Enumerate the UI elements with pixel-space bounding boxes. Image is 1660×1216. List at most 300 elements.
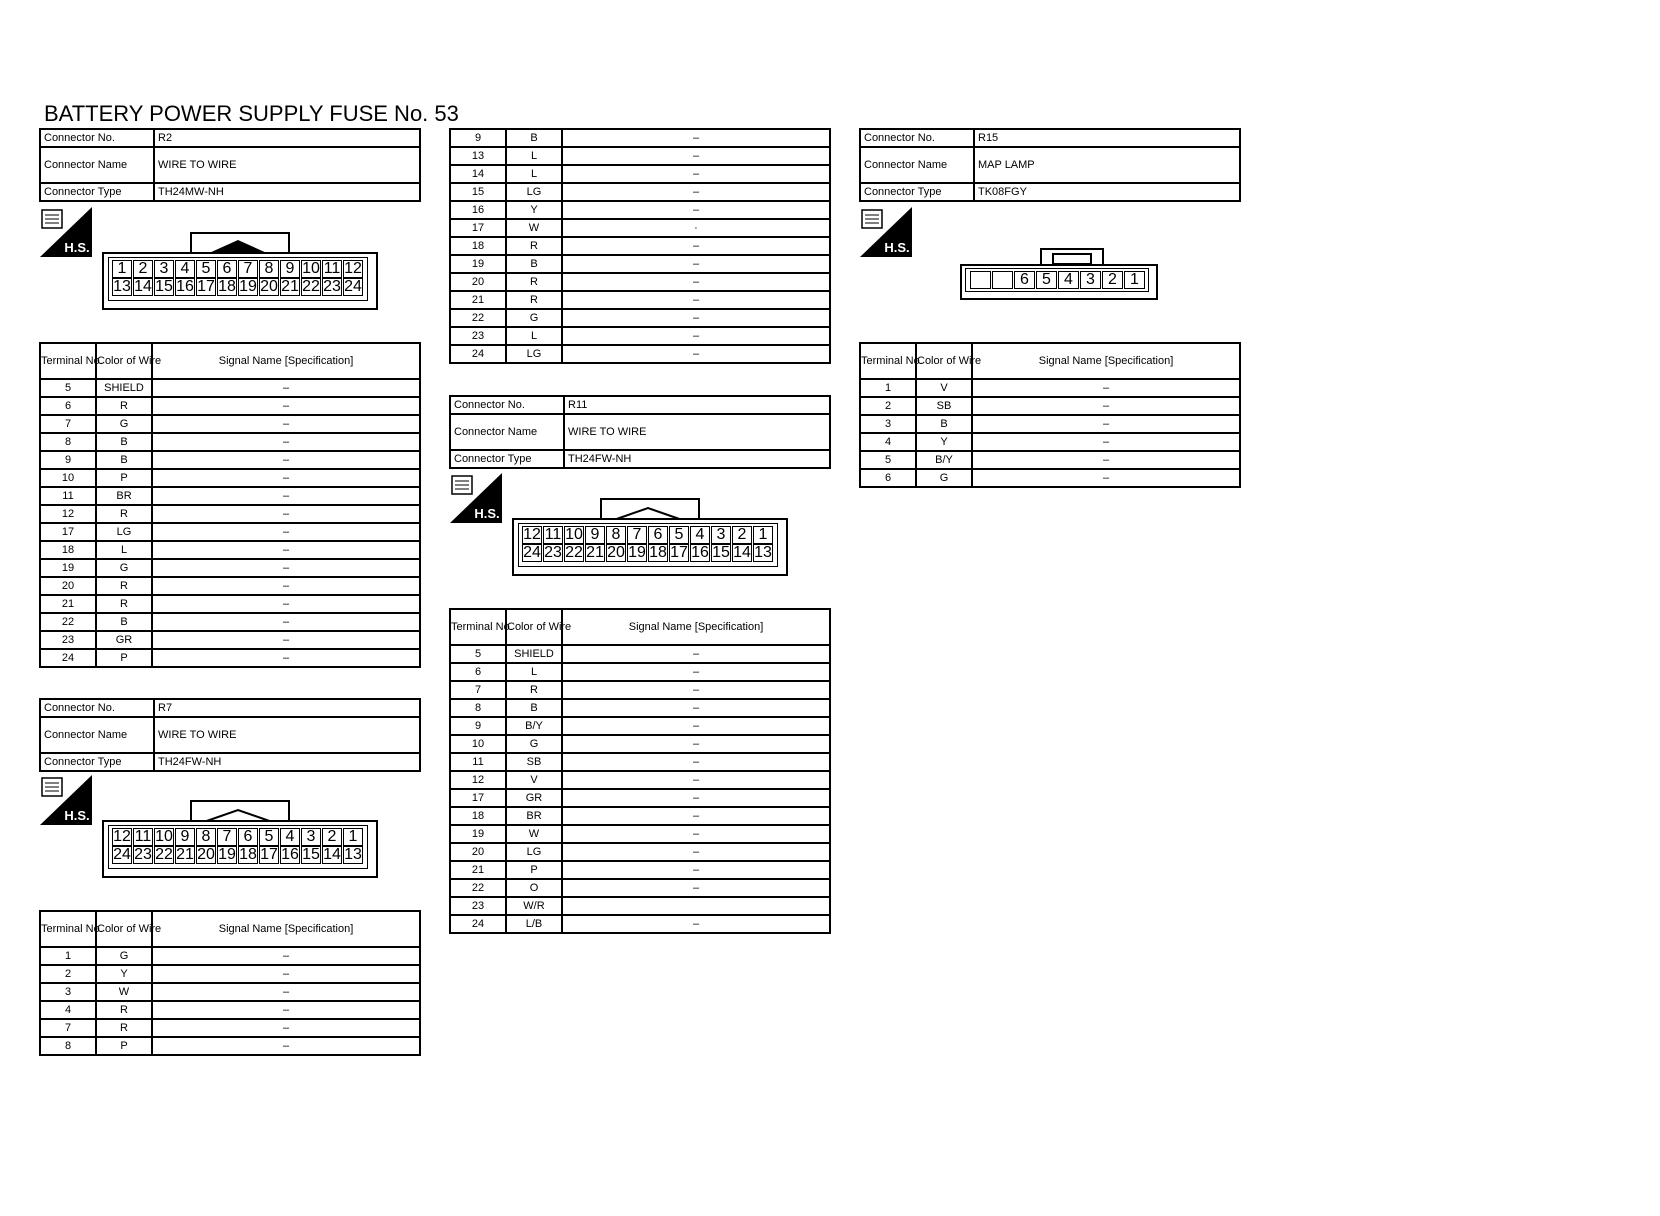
terminal-no-cell: 16 xyxy=(450,201,506,219)
table-row xyxy=(40,613,420,631)
terminal-no-cell: 7 xyxy=(40,1019,96,1037)
wire-color-cell: L xyxy=(506,327,562,345)
signal-name-cell: – xyxy=(152,983,420,1001)
table-row xyxy=(450,345,830,363)
signal-name-cell: – xyxy=(152,1037,420,1055)
terminal-no-cell: 5 xyxy=(450,645,506,663)
pin-cavity: 4 xyxy=(1058,271,1079,289)
wire-color-cell: GR xyxy=(506,789,562,807)
wire-color-cell: G xyxy=(96,559,152,577)
wire-color-cell: P xyxy=(96,469,152,487)
table-row xyxy=(40,1001,420,1019)
pin-cavity: 2 xyxy=(1102,271,1123,289)
harness-side-icon xyxy=(40,207,92,257)
wire-color-cell: Y xyxy=(96,965,152,983)
signal-name-cell: – xyxy=(152,469,420,487)
terminal-no-cell: 19 xyxy=(450,825,506,843)
header-signal-name: Signal Name [Specification] xyxy=(152,911,420,947)
terminal-no-cell: 24 xyxy=(40,649,96,667)
connector-name-value: WIRE TO WIRE xyxy=(154,147,420,183)
pin-cavity: 12 xyxy=(113,828,131,845)
terminal-no-cell: 9 xyxy=(450,129,506,147)
table-row xyxy=(860,415,1240,433)
terminal-no-cell: 23 xyxy=(40,631,96,649)
wire-color-cell: R xyxy=(96,595,152,613)
pin-cavity: 5 xyxy=(196,260,216,278)
pin-cavity: 22 xyxy=(155,846,173,863)
pin-cavity: 24 xyxy=(344,278,362,295)
label-connector-name: Connector Name xyxy=(40,147,154,183)
terminal-no-cell: 6 xyxy=(40,397,96,415)
pin-cavity: 18 xyxy=(649,544,667,561)
table-row xyxy=(40,649,420,667)
hs-badge-text: H.S. xyxy=(884,240,910,255)
wire-color-cell: B xyxy=(506,129,562,147)
table-row xyxy=(860,433,1240,451)
pin-cavity: 22 xyxy=(565,544,583,561)
wire-color-cell: G xyxy=(916,469,972,487)
pin-cavity: 10 xyxy=(565,526,583,543)
terminal-no-cell: 21 xyxy=(450,291,506,309)
pin-cavity: 14 xyxy=(323,846,341,863)
wire-color-cell: B/Y xyxy=(506,717,562,735)
table-row xyxy=(40,415,420,433)
signal-name-cell: – xyxy=(152,487,420,505)
signal-name-cell: – xyxy=(562,327,830,345)
table-row xyxy=(450,237,830,255)
table-row xyxy=(450,897,830,915)
signal-name-cell: – xyxy=(562,915,830,933)
connector-face-r2 xyxy=(102,232,378,310)
wire-color-cell: SHIELD xyxy=(96,379,152,397)
pin-cavity: 16 xyxy=(176,278,194,295)
header-terminal-no: Terminal No. xyxy=(860,343,916,379)
signal-name-cell: – xyxy=(152,947,420,965)
connector-type-value: TH24FW-NH xyxy=(154,753,420,771)
pin-cavity: 6 xyxy=(1014,271,1035,289)
wire-color-cell: G xyxy=(96,415,152,433)
pin-cavity: 7 xyxy=(217,828,237,846)
terminal-no-cell: 22 xyxy=(40,613,96,631)
terminal-no-cell: 19 xyxy=(450,255,506,273)
pin-cavity: 19 xyxy=(628,544,646,561)
pin-cavity: 1 xyxy=(112,260,132,278)
terminal-no-cell: 11 xyxy=(40,487,96,505)
wire-color-cell: R xyxy=(96,397,152,415)
label-connector-type: Connector Type xyxy=(40,183,154,201)
terminal-no-cell: 21 xyxy=(40,595,96,613)
header-color-of-wire: Color of Wire xyxy=(96,911,152,947)
table-row xyxy=(40,1019,420,1037)
page-title: BATTERY POWER SUPPLY FUSE No. 53 xyxy=(44,101,459,126)
pin-cavity: 20 xyxy=(197,846,215,863)
signal-name-cell: – xyxy=(152,505,420,523)
table-row xyxy=(450,717,830,735)
pin-cavity: 13 xyxy=(344,846,362,863)
connector-face-r7 xyxy=(102,800,378,878)
pin-cavity: 21 xyxy=(176,846,194,863)
table-row xyxy=(860,379,1240,397)
terminal-no-cell: 18 xyxy=(450,807,506,825)
terminal-no-cell: 1 xyxy=(860,379,916,397)
table-row xyxy=(450,789,830,807)
signal-name-cell: – xyxy=(562,753,830,771)
connector-face-r11 xyxy=(512,498,788,576)
pin-cavity: 10 xyxy=(302,260,320,277)
hs-badge-text: H.S. xyxy=(64,808,90,823)
pin-cavity: 6 xyxy=(217,260,237,278)
wire-color-cell: G xyxy=(506,735,562,753)
wire-color-cell: SHIELD xyxy=(506,645,562,663)
pin-cavity: 12 xyxy=(523,526,541,543)
terminal-no-cell: 20 xyxy=(450,273,506,291)
pin-cavity xyxy=(992,271,1013,289)
table-row xyxy=(860,451,1240,469)
terminal-no-cell: 2 xyxy=(40,965,96,983)
terminal-no-cell: 9 xyxy=(40,451,96,469)
terminal-table-r7 xyxy=(39,910,421,1056)
connector-face-r15 xyxy=(960,248,1160,302)
signal-name-cell: – xyxy=(562,645,830,663)
terminal-no-cell: 22 xyxy=(450,879,506,897)
terminal-no-cell: 17 xyxy=(40,523,96,541)
signal-name-cell: – xyxy=(562,201,830,219)
pin-cavity: 16 xyxy=(281,846,299,863)
wire-color-cell: R xyxy=(96,1001,152,1019)
table-row xyxy=(40,965,420,983)
terminal-no-cell: 19 xyxy=(40,559,96,577)
terminal-no-cell: 20 xyxy=(40,577,96,595)
header-color-of-wire: Color of Wire xyxy=(506,609,562,645)
label-connector-type: Connector Type xyxy=(450,450,564,468)
pin-cavity: 11 xyxy=(134,828,152,845)
table-row xyxy=(40,577,420,595)
wire-color-cell: L xyxy=(96,541,152,559)
terminal-no-cell: 8 xyxy=(450,699,506,717)
wire-color-cell: B xyxy=(96,613,152,631)
wire-color-cell: V xyxy=(506,771,562,789)
label-connector-no: Connector No. xyxy=(40,129,154,147)
pin-cavity: 4 xyxy=(690,526,710,544)
wire-color-cell: Y xyxy=(506,201,562,219)
pin-cavity: 8 xyxy=(606,526,626,544)
signal-name-cell: – xyxy=(562,183,830,201)
wire-color-cell: W/R xyxy=(506,897,562,915)
signal-name-cell: – xyxy=(972,379,1240,397)
signal-name-cell: – xyxy=(152,559,420,577)
terminal-no-cell: 8 xyxy=(40,433,96,451)
connector-no-value: R15 xyxy=(974,129,1240,147)
header-signal-name: Signal Name [Specification] xyxy=(972,343,1240,379)
table-row xyxy=(450,663,830,681)
table-row xyxy=(450,681,830,699)
table-row xyxy=(450,807,830,825)
harness-side-icon xyxy=(450,473,502,523)
table-row xyxy=(40,523,420,541)
signal-name-cell: – xyxy=(562,735,830,753)
connector-info-r2 xyxy=(39,128,421,202)
table-row xyxy=(40,559,420,577)
table-row xyxy=(450,843,830,861)
connector-no-value: R7 xyxy=(154,699,420,717)
connector-info-r15 xyxy=(859,128,1241,202)
pin-cavity: 17 xyxy=(197,278,215,295)
terminal-table-r2 xyxy=(39,342,421,668)
signal-name-cell: – xyxy=(972,433,1240,451)
connector-name-value: WIRE TO WIRE xyxy=(154,717,420,753)
label-connector-name: Connector Name xyxy=(40,717,154,753)
wire-color-cell: R xyxy=(506,291,562,309)
table-row xyxy=(450,771,830,789)
connector-no-value: R2 xyxy=(154,129,420,147)
table-row xyxy=(450,327,830,345)
table-row xyxy=(450,165,830,183)
signal-name-cell: – xyxy=(152,433,420,451)
pin-cavity: 17 xyxy=(670,544,688,561)
pin-cavity: 19 xyxy=(218,846,236,863)
terminal-table-r15 xyxy=(859,342,1241,488)
pin-cavity: 1 xyxy=(753,526,773,544)
wire-color-cell: B xyxy=(506,699,562,717)
wire-color-cell: P xyxy=(96,649,152,667)
pin-cavity: 24 xyxy=(523,544,541,561)
terminal-no-cell: 11 xyxy=(450,753,506,771)
table-row xyxy=(450,825,830,843)
table-row xyxy=(860,397,1240,415)
terminal-table-r11-continued xyxy=(449,128,831,364)
signal-name-cell: – xyxy=(562,861,830,879)
terminal-no-cell: 5 xyxy=(860,451,916,469)
table-row xyxy=(450,129,830,147)
connector-type-value: TH24FW-NH xyxy=(564,450,830,468)
signal-name-cell: – xyxy=(562,165,830,183)
table-row xyxy=(450,273,830,291)
wire-color-cell: Y xyxy=(916,433,972,451)
connector-no-value: R11 xyxy=(564,396,830,414)
signal-name-cell: – xyxy=(562,789,830,807)
label-connector-type: Connector Type xyxy=(860,183,974,201)
pin-cavity: 2 xyxy=(732,526,752,544)
terminal-no-cell: 4 xyxy=(40,1001,96,1019)
table-row xyxy=(40,947,420,965)
pin-cavity: 6 xyxy=(238,828,258,846)
signal-name-cell: · xyxy=(562,219,830,237)
signal-name-cell: – xyxy=(152,451,420,469)
wire-color-cell: P xyxy=(96,1037,152,1055)
label-connector-name: Connector Name xyxy=(450,414,564,450)
label-connector-no: Connector No. xyxy=(860,129,974,147)
wire-color-cell: V xyxy=(916,379,972,397)
signal-name-cell: – xyxy=(562,843,830,861)
table-row xyxy=(40,595,420,613)
wire-color-cell: W xyxy=(506,825,562,843)
label-connector-name: Connector Name xyxy=(860,147,974,183)
pin-cavity: 5 xyxy=(669,526,689,544)
pin-cavity: 6 xyxy=(648,526,668,544)
wire-color-cell: G xyxy=(506,309,562,327)
signal-name-cell: – xyxy=(972,469,1240,487)
wire-color-cell: R xyxy=(506,237,562,255)
pin-cavity: 23 xyxy=(544,544,562,561)
connector-name-value: MAP LAMP xyxy=(974,147,1240,183)
terminal-no-cell: 6 xyxy=(860,469,916,487)
signal-name-cell: – xyxy=(152,523,420,541)
pin-cavity: 13 xyxy=(113,278,131,295)
wire-color-cell: B xyxy=(506,255,562,273)
wire-color-cell: R xyxy=(506,273,562,291)
terminal-no-cell: 14 xyxy=(450,165,506,183)
signal-name-cell: – xyxy=(562,255,830,273)
wire-color-cell: LG xyxy=(96,523,152,541)
wire-color-cell: R xyxy=(96,1019,152,1037)
pin-cavity: 20 xyxy=(607,544,625,561)
pin-cavity: 9 xyxy=(175,828,195,846)
signal-name-cell: – xyxy=(152,595,420,613)
terminal-no-cell: 4 xyxy=(860,433,916,451)
wire-color-cell: L/B xyxy=(506,915,562,933)
wire-color-cell: O xyxy=(506,879,562,897)
signal-name-cell: – xyxy=(562,147,830,165)
signal-name-cell: – xyxy=(152,649,420,667)
signal-name-cell: – xyxy=(562,345,830,363)
signal-name-cell: – xyxy=(972,397,1240,415)
terminal-no-cell: 23 xyxy=(450,897,506,915)
signal-name-cell: – xyxy=(152,379,420,397)
signal-name-cell: – xyxy=(562,309,830,327)
signal-name-cell: – xyxy=(562,825,830,843)
pin-cavity: 11 xyxy=(323,260,341,277)
pin-cavity: 10 xyxy=(155,828,173,845)
wire-color-cell: BR xyxy=(506,807,562,825)
pin-cavity: 21 xyxy=(281,278,299,295)
header-signal-name: Signal Name [Specification] xyxy=(152,343,420,379)
signal-name-cell: – xyxy=(562,771,830,789)
signal-name-cell: – xyxy=(562,681,830,699)
signal-name-cell: – xyxy=(562,807,830,825)
signal-name-cell: – xyxy=(152,613,420,631)
pin-cavity: 9 xyxy=(585,526,605,544)
terminal-no-cell: 18 xyxy=(450,237,506,255)
terminal-no-cell: 18 xyxy=(40,541,96,559)
table-row xyxy=(40,469,420,487)
table-row xyxy=(450,309,830,327)
pin-cavity: 2 xyxy=(133,260,153,278)
pin-cavity: 9 xyxy=(280,260,300,278)
table-row xyxy=(40,487,420,505)
terminal-no-cell: 24 xyxy=(450,915,506,933)
pin-cavity: 20 xyxy=(260,278,278,295)
signal-name-cell: – xyxy=(152,1001,420,1019)
signal-name-cell: – xyxy=(152,415,420,433)
wire-color-cell: SB xyxy=(506,753,562,771)
terminal-no-cell: 23 xyxy=(450,327,506,345)
terminal-no-cell: 7 xyxy=(40,415,96,433)
label-connector-no: Connector No. xyxy=(450,396,564,414)
pin-cavity: 12 xyxy=(344,260,362,277)
terminal-no-cell: 24 xyxy=(450,345,506,363)
wire-color-cell: W xyxy=(506,219,562,237)
pin-cavity: 1 xyxy=(343,828,363,846)
terminal-no-cell: 3 xyxy=(860,415,916,433)
terminal-no-cell: 17 xyxy=(450,789,506,807)
wire-color-cell: G xyxy=(96,947,152,965)
wire-color-cell: GR xyxy=(96,631,152,649)
wire-color-cell: B xyxy=(916,415,972,433)
signal-name-cell: – xyxy=(562,129,830,147)
wire-color-cell: W xyxy=(96,983,152,1001)
table-row xyxy=(450,753,830,771)
signal-name-cell: – xyxy=(152,577,420,595)
terminal-no-cell: 1 xyxy=(40,947,96,965)
table-row xyxy=(450,255,830,273)
connector-type-value: TH24MW-NH xyxy=(154,183,420,201)
signal-name-cell: – xyxy=(562,273,830,291)
signal-name-cell: – xyxy=(562,699,830,717)
wire-color-cell: SB xyxy=(916,397,972,415)
signal-name-cell: – xyxy=(152,397,420,415)
pin-cavity: 3 xyxy=(711,526,731,544)
pin-cavity: 22 xyxy=(302,278,320,295)
connector-name-value: WIRE TO WIRE xyxy=(564,414,830,450)
pin-cavity: 3 xyxy=(154,260,174,278)
pin-cavity: 15 xyxy=(712,544,730,561)
pin-cavity: 8 xyxy=(259,260,279,278)
pin-cavity: 23 xyxy=(323,278,341,295)
table-row xyxy=(450,735,830,753)
table-row xyxy=(450,879,830,897)
wire-color-cell: L xyxy=(506,147,562,165)
harness-side-icon xyxy=(40,775,92,825)
pin-cavity: 15 xyxy=(155,278,173,295)
header-terminal-no: Terminal No. xyxy=(40,343,96,379)
table-row xyxy=(40,1037,420,1055)
table-row xyxy=(450,861,830,879)
wire-color-cell: B xyxy=(96,433,152,451)
table-row xyxy=(450,201,830,219)
signal-name-cell: – xyxy=(972,415,1240,433)
terminal-no-cell: 12 xyxy=(40,505,96,523)
terminal-no-cell: 2 xyxy=(860,397,916,415)
wire-color-cell: LG xyxy=(506,345,562,363)
pin-cavity xyxy=(970,271,991,289)
signal-name-cell: – xyxy=(562,237,830,255)
wire-color-cell: B xyxy=(96,451,152,469)
table-row xyxy=(40,379,420,397)
terminal-no-cell: 15 xyxy=(450,183,506,201)
pin-cavity: 5 xyxy=(259,828,279,846)
terminal-no-cell: 12 xyxy=(450,771,506,789)
wire-color-cell: P xyxy=(506,861,562,879)
pin-cavity: 16 xyxy=(691,544,709,561)
table-row xyxy=(450,645,830,663)
signal-name-cell: – xyxy=(562,879,830,897)
table-row xyxy=(40,433,420,451)
table-row xyxy=(450,219,830,237)
table-row xyxy=(860,469,1240,487)
signal-name-cell: – xyxy=(562,663,830,681)
pin-cavity: 19 xyxy=(239,278,257,295)
signal-name-cell: – xyxy=(972,451,1240,469)
pin-cavity: 3 xyxy=(1080,271,1101,289)
connector-info-r11 xyxy=(449,395,831,469)
table-row xyxy=(450,291,830,309)
header-color-of-wire: Color of Wire xyxy=(916,343,972,379)
hs-badge-text: H.S. xyxy=(64,240,90,255)
pin-cavity: 23 xyxy=(134,846,152,863)
table-row xyxy=(40,541,420,559)
connector-type-value: TK08FGY xyxy=(974,183,1240,201)
header-terminal-no: Terminal No. xyxy=(40,911,96,947)
